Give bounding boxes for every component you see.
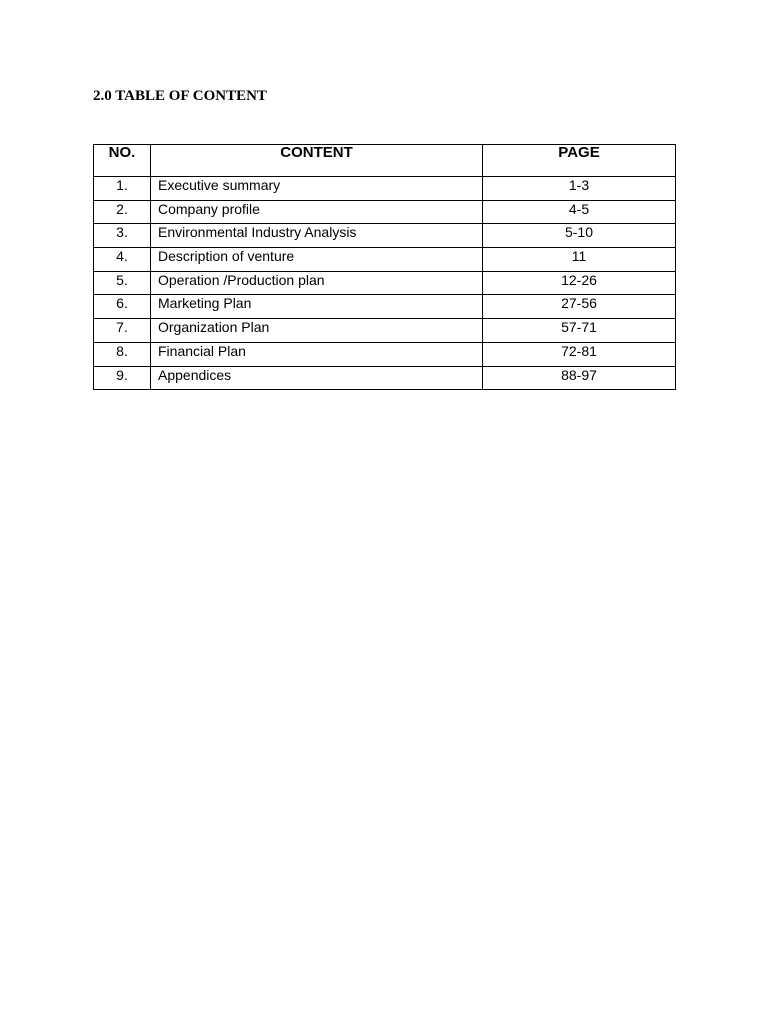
header-page: PAGE [483,145,676,177]
row-content: Executive summary [151,177,483,201]
row-number: 7. [94,319,151,343]
table-row [94,177,676,201]
row-number: 4. [94,248,151,272]
table-row [94,366,676,390]
row-number: 1. [94,177,151,201]
row-number: 9. [94,366,151,390]
row-content: Appendices [151,366,483,390]
row-content: Organization Plan [151,319,483,343]
table-row [94,248,676,272]
table-row [94,342,676,366]
table-of-contents [93,144,676,390]
row-page: 57-71 [483,319,676,343]
row-number: 8. [94,342,151,366]
row-page: 27-56 [483,295,676,319]
row-content: Operation /Production plan [151,271,483,295]
table-row [94,319,676,343]
table-row [94,200,676,224]
row-page: 72-81 [483,342,676,366]
table-row [94,271,676,295]
row-page: 12-26 [483,271,676,295]
row-content: Company profile [151,200,483,224]
header-content: CONTENT [151,145,483,177]
table-row [94,224,676,248]
row-page: 5-10 [483,224,676,248]
row-number: 3. [94,224,151,248]
table-row [94,295,676,319]
row-number: 5. [94,271,151,295]
row-page: 1-3 [483,177,676,201]
table-header-row [94,145,676,177]
row-page: 11 [483,248,676,272]
row-content: Financial Plan [151,342,483,366]
row-number: 2. [94,200,151,224]
row-content: Marketing Plan [151,295,483,319]
row-page: 88-97 [483,366,676,390]
row-number: 6. [94,295,151,319]
row-content: Description of venture [151,248,483,272]
document-heading: 2.0 TABLE OF CONTENT [93,88,267,104]
row-content: Environmental Industry Analysis [151,224,483,248]
header-no: NO. [94,145,151,177]
row-page: 4-5 [483,200,676,224]
